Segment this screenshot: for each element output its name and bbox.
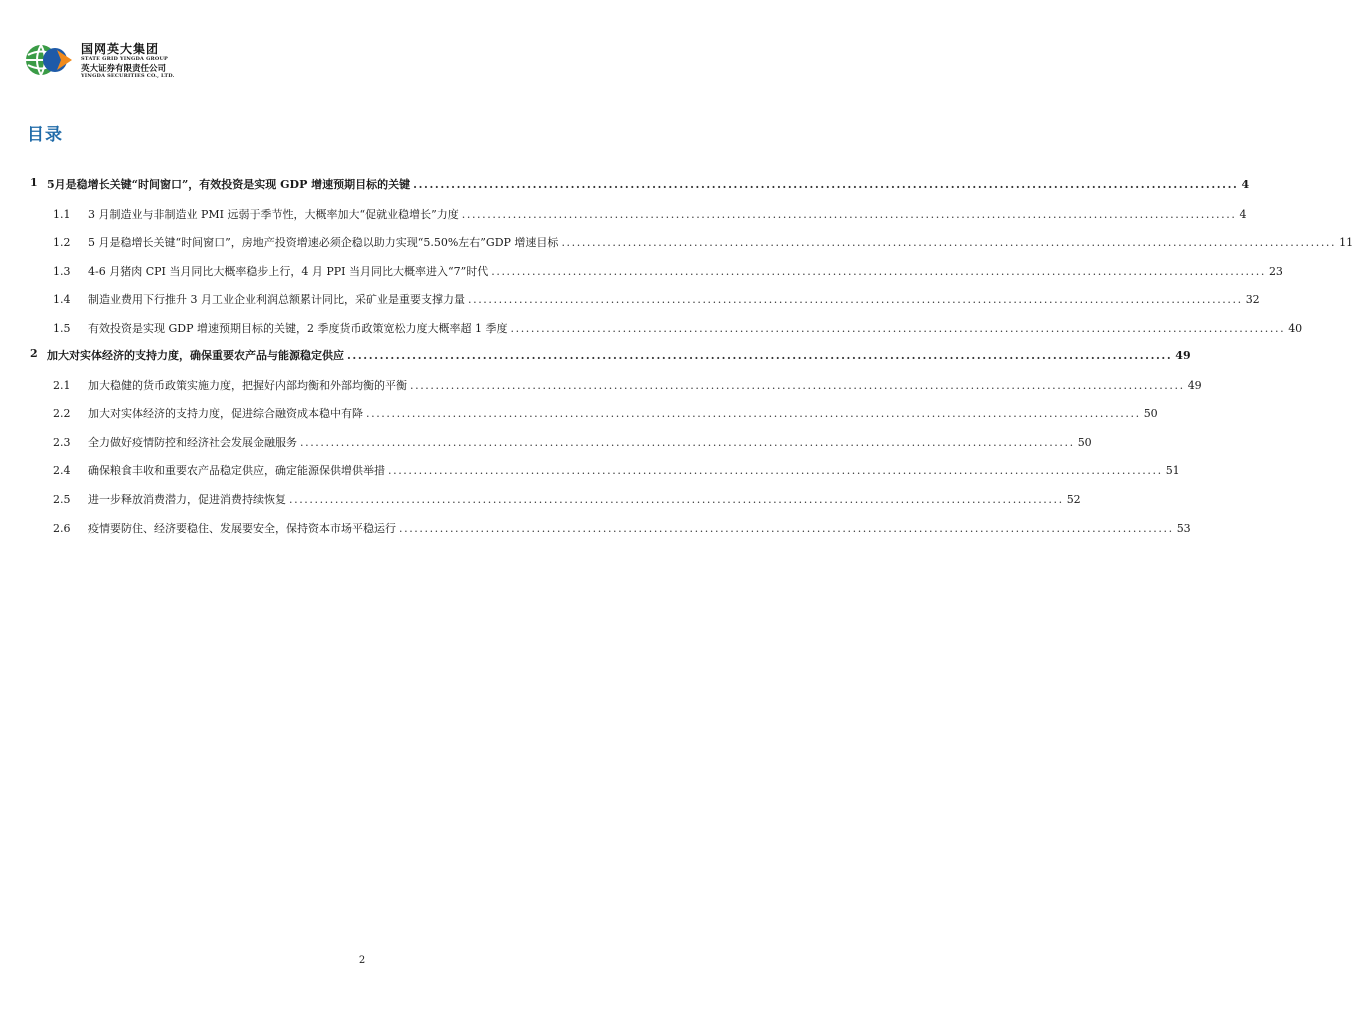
toc-entry-text: 加大稳健的货币政策实施力度，把握好内部均衡和外部均衡的平衡 xyxy=(88,379,407,392)
company-name-cn: 英大证券有限责任公司 xyxy=(81,64,167,74)
toc-leader-dots xyxy=(300,436,1075,449)
toc-entry-text: 制造业费用下行推升 3 月工业企业利润总额累计同比，采矿业是重要支撑力量 xyxy=(88,293,465,306)
toc-entry-text: 5 月是稳增长关键“时间窗口”，房地产投资增速必须企稳以助力实现“5.50%左右”GDP 增速目标 xyxy=(88,236,559,249)
toc-entry-number: 1.4 xyxy=(53,293,71,306)
toc-entry-number: 2.6 xyxy=(53,522,71,535)
toc-entry-page: 52 xyxy=(1066,493,1081,506)
toc-entry-2-2[interactable] xyxy=(0,405,1158,421)
toc-entry-page: 50 xyxy=(1077,436,1092,449)
toc-entry-page: 51 xyxy=(1165,464,1180,477)
toc-leader-dots xyxy=(388,464,1163,477)
toc-entry-number: 2.1 xyxy=(53,379,71,392)
toc-entry-number: 1.1 xyxy=(53,208,71,221)
toc-entry-text: 有效投资是实现 GDP 增速预期目标的关键，2 季度货币政策宽松力度大概率超 1 季度 xyxy=(88,322,508,335)
toc-entry-1-5[interactable] xyxy=(0,320,1303,336)
toc-entry-number: 2.2 xyxy=(53,407,71,420)
state-grid-logo-icon xyxy=(25,43,75,77)
toc-entry-1-3[interactable] xyxy=(0,263,1283,279)
toc-entry-text: 加大对实体经济的支持力度，促进综合融资成本稳中有降 xyxy=(88,407,363,420)
toc-leader-dots xyxy=(468,293,1243,306)
toc-entry-page: 53 xyxy=(1176,522,1191,535)
toc-entry-number: 2.4 xyxy=(53,464,71,477)
org-name-en: STATE GRID YINGDA GROUP xyxy=(81,56,168,62)
org-name-cn: 国网英大集团 xyxy=(81,42,160,56)
toc-leader-dots xyxy=(413,178,1238,191)
toc-entry-2-3[interactable] xyxy=(0,434,1092,450)
toc-entry-page: 11 xyxy=(1339,236,1353,249)
page-number: 2 xyxy=(358,955,366,966)
toc-entry-text: 4-6 月猪肉 CPI 当月同比大概率稳步上行，4 月 PPI 当月同比大概率进入“7”时代 xyxy=(88,265,489,278)
toc-entry-page: 32 xyxy=(1245,293,1260,306)
toc-entry-2-5[interactable] xyxy=(0,491,1081,507)
toc-leader-dots xyxy=(289,493,1064,506)
toc-entry-2[interactable] xyxy=(0,347,1191,363)
toc-entry-page: 4 xyxy=(1241,178,1250,191)
report-header xyxy=(25,40,325,84)
toc-entry-text: 加大对实体经济的支持力度，确保重要农产品与能源稳定供应 xyxy=(47,349,344,362)
company-name-en: YINGDA SECURITIES CO., LTD. xyxy=(81,73,175,79)
toc-entry-number: 2.5 xyxy=(53,493,71,506)
toc-leader-dots xyxy=(410,379,1185,392)
toc-entry-text: 全力做好疫情防控和经济社会发展金融服务 xyxy=(88,436,297,449)
toc-entry-number: 2.3 xyxy=(53,436,71,449)
toc-entry-number: 1.2 xyxy=(53,236,71,249)
toc-entry-number: 1.5 xyxy=(53,322,71,335)
toc-entry-1-2[interactable] xyxy=(0,234,1353,250)
toc-entry-2-4[interactable] xyxy=(0,462,1180,478)
toc-leader-dots xyxy=(561,236,1336,249)
toc-entry-1-1[interactable] xyxy=(0,206,1247,222)
toc-entry-number: 1 xyxy=(30,176,38,189)
toc-leader-dots xyxy=(366,407,1141,420)
toc-entry-text: 进一步释放消费潜力，促进消费持续恢复 xyxy=(88,493,286,506)
toc-leader-dots xyxy=(511,322,1286,335)
toc-entry-text: 5月是稳增长关键“时间窗口”，有效投资是实现 GDP 增速预期目标的关键 xyxy=(47,178,411,191)
toc-entry-text: 疫情要防住、经济要稳住、发展要安全，保持资本市场平稳运行 xyxy=(88,522,396,535)
toc-leader-dots xyxy=(491,265,1266,278)
toc-entry-number: 1.3 xyxy=(53,265,71,278)
toc-leader-dots xyxy=(347,349,1172,362)
toc-leader-dots xyxy=(462,208,1237,221)
toc-entry-page: 40 xyxy=(1288,322,1303,335)
toc-entry-1[interactable] xyxy=(0,176,1250,192)
toc-entry-page: 23 xyxy=(1268,265,1283,278)
toc-entry-page: 50 xyxy=(1143,407,1158,420)
toc-title: 目录 xyxy=(27,125,63,145)
toc-entry-number: 2 xyxy=(30,347,38,360)
toc-entry-page: 49 xyxy=(1187,379,1202,392)
toc-leader-dots xyxy=(399,522,1174,535)
toc-entry-1-4[interactable] xyxy=(0,291,1260,307)
toc-entry-page: 49 xyxy=(1175,349,1191,362)
toc-entry-text: 3 月制造业与非制造业 PMI 远弱于季节性，大概率加大“促就业稳增长”力度 xyxy=(88,208,459,221)
toc-entry-page: 4 xyxy=(1239,208,1247,221)
toc-entry-text: 确保粮食丰收和重要农产品稳定供应，确定能源保供增供举措 xyxy=(88,464,385,477)
toc-entry-2-1[interactable] xyxy=(0,377,1202,393)
toc-entry-2-6[interactable] xyxy=(0,520,1191,536)
